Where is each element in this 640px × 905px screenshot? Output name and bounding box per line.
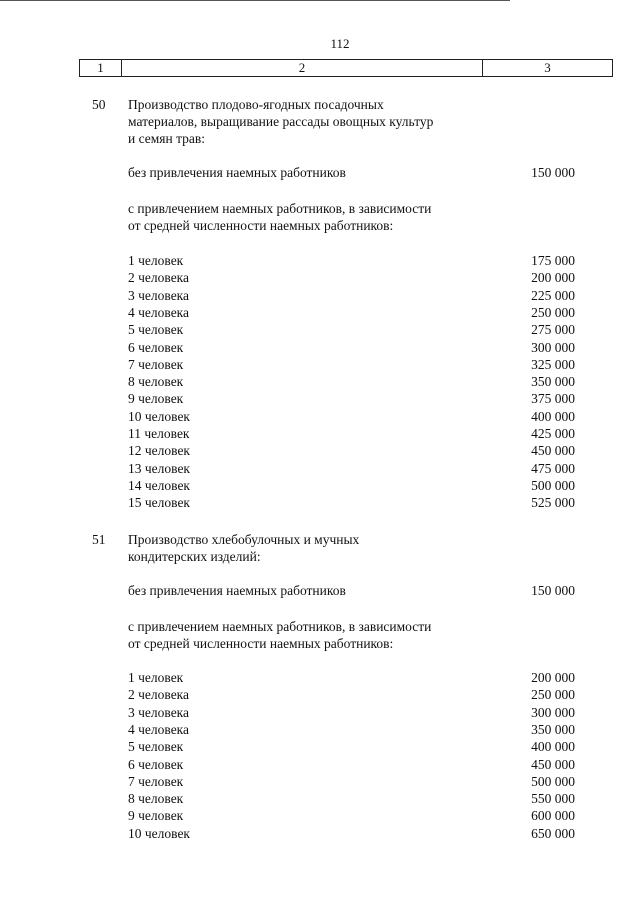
row-label: без привлечения наемных работников <box>128 165 346 180</box>
section-title-line: и семян трав: <box>128 131 206 146</box>
table-row <box>128 425 575 442</box>
hired-workers-caption-line: с привлечением наемных работников, в зависимости <box>128 619 432 634</box>
row-value: 550 000 <box>531 791 575 807</box>
row-value: 350 000 <box>531 374 575 390</box>
row-label: 7 человек <box>128 356 184 372</box>
row-value: 275 000 <box>531 322 575 338</box>
column-header-1: 1 <box>80 60 122 76</box>
row-value: 450 000 <box>531 443 575 459</box>
table-row <box>128 356 575 373</box>
row-value: 300 000 <box>531 704 575 720</box>
table-row <box>128 408 575 425</box>
table-row <box>128 704 575 721</box>
row-label: 8 человек <box>128 374 184 390</box>
no-hired-workers-row <box>128 582 575 599</box>
hired-workers-caption-line: от средней численности наемных работников: <box>128 218 394 233</box>
row-label: 6 человек <box>128 339 184 355</box>
row-label: 11 человек <box>128 426 190 441</box>
row-value: 150 000 <box>531 583 575 598</box>
row-value: 525 000 <box>531 495 575 511</box>
table-row <box>128 287 575 304</box>
section-number: 50 <box>92 97 106 112</box>
row-label: 5 человек <box>128 739 184 755</box>
hired-workers-caption-line: от средней численности наемных работников: <box>128 636 394 651</box>
row-label: 10 человек <box>128 825 190 841</box>
table-row <box>128 773 575 790</box>
section-title-line: Производство хлебобулочных и мучных <box>128 532 360 547</box>
row-value: 650 000 <box>531 825 575 841</box>
table-row <box>128 304 575 321</box>
no-hired-workers-row <box>128 164 575 181</box>
table-row <box>128 807 575 824</box>
row-value: 475 000 <box>531 460 575 476</box>
row-value: 150 000 <box>531 165 575 180</box>
row-value: 225 000 <box>531 287 575 303</box>
row-label: 3 человека <box>128 704 190 720</box>
table-row <box>128 252 575 269</box>
row-value: 425 000 <box>531 426 575 441</box>
row-label: 6 человек <box>128 756 184 772</box>
table-row <box>128 442 575 459</box>
column-header-2: 2 <box>122 60 483 76</box>
table-row <box>128 339 575 356</box>
row-label: 12 человек <box>128 443 190 459</box>
row-label: 14 человек <box>128 477 190 493</box>
row-value: 325 000 <box>531 356 575 372</box>
row-label: 4 человека <box>128 721 190 737</box>
row-label: 8 человек <box>128 791 184 807</box>
top-border-line <box>0 0 510 1</box>
table-row <box>128 669 575 686</box>
row-label: 13 человек <box>128 460 190 476</box>
row-label: 2 человека <box>128 270 190 286</box>
row-label: 4 человека <box>128 304 190 320</box>
row-label: 5 человек <box>128 322 184 338</box>
table-row <box>128 756 575 773</box>
row-value: 500 000 <box>531 477 575 493</box>
row-label: 9 человек <box>128 808 184 824</box>
table-row <box>128 321 575 338</box>
table-row <box>128 373 575 390</box>
row-value: 400 000 <box>531 739 575 755</box>
row-value: 500 000 <box>531 773 575 789</box>
section-title-line: кондитерских изделий: <box>128 549 261 564</box>
row-label: 2 человека <box>128 687 190 703</box>
table-row <box>128 494 575 511</box>
row-value: 400 000 <box>531 408 575 424</box>
table-row <box>128 269 575 286</box>
row-value: 250 000 <box>531 304 575 320</box>
row-label: 15 человек <box>128 495 190 511</box>
table-row <box>128 477 575 494</box>
page-number: 112 <box>330 36 350 51</box>
row-value: 250 000 <box>531 687 575 703</box>
section-number: 51 <box>92 532 106 547</box>
row-label: 1 человек <box>128 253 184 268</box>
table-row <box>128 686 575 703</box>
row-value: 450 000 <box>531 756 575 772</box>
column-header-row <box>79 59 613 77</box>
row-value: 200 000 <box>531 270 575 286</box>
row-label: 7 человек <box>128 773 184 789</box>
row-value: 300 000 <box>531 339 575 355</box>
column-header-3: 3 <box>544 60 551 75</box>
row-label: 1 человек <box>128 670 184 685</box>
table-row <box>128 825 575 842</box>
row-label: 10 человек <box>128 408 190 424</box>
row-label: без привлечения наемных работников <box>128 583 346 598</box>
row-value: 375 000 <box>531 391 575 407</box>
row-label: 9 человек <box>128 391 184 407</box>
section-title-line: материалов, выращивание рассады овощных культур <box>128 114 434 129</box>
row-label: 3 человека <box>128 287 190 303</box>
row-value: 600 000 <box>531 808 575 824</box>
row-value: 175 000 <box>531 253 575 268</box>
row-value: 350 000 <box>531 721 575 737</box>
table-row <box>128 738 575 755</box>
table-row <box>128 460 575 477</box>
table-row <box>128 790 575 807</box>
hired-workers-caption-line: с привлечением наемных работников, в зависимости <box>128 201 432 216</box>
row-value: 200 000 <box>531 670 575 685</box>
table-row <box>128 721 575 738</box>
section-title-line: Производство плодово-ягодных посадочных <box>128 97 384 112</box>
table-row <box>128 390 575 407</box>
